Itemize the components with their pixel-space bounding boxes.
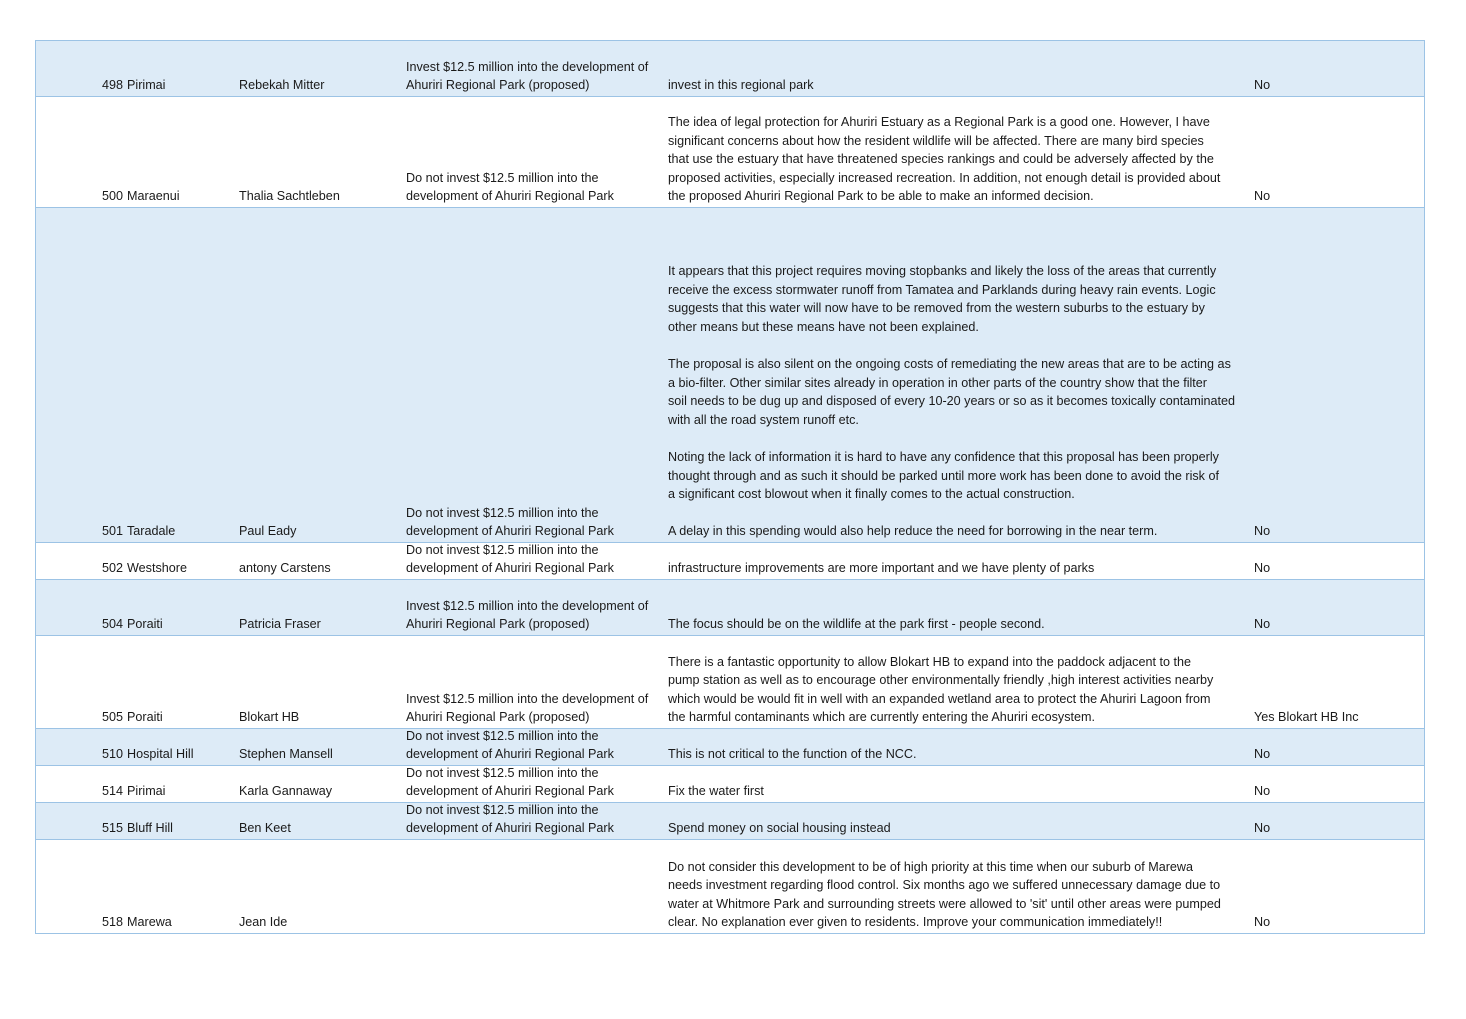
paragraph-gap [668, 336, 1253, 355]
comment-line: needs investment regarding flood control. Six months ago we suffered unnecessary damage due to [668, 878, 1221, 893]
submission-id: 514 [101, 784, 123, 799]
submitter-name: Karla Gannaway [239, 784, 333, 799]
suburb-cell: Hospital Hill [127, 747, 194, 762]
comment-line: Noting the lack of information it is hard to have any confidence that this proposal has been properly [668, 450, 1219, 465]
submitter-name: Thalia Sachtleben [239, 189, 340, 204]
submission-id: 504 [101, 617, 123, 632]
comment-line: suggests that this water will now have to be removed from the western suburbs to the estuary by [668, 301, 1205, 316]
suburb-cell: Marewa [127, 915, 172, 930]
submitter-name: Rebekah Mitter [239, 78, 325, 93]
comment-cell [668, 615, 1253, 634]
suburb-cell: Maraenui [127, 189, 180, 204]
table-row [36, 766, 1424, 803]
comment-line: The proposal is also silent on the ongoing costs of remediating the new areas that are to be acting as [668, 357, 1231, 372]
comment-cell [668, 653, 1253, 727]
comment-cell [668, 745, 1253, 764]
comment-cell [668, 262, 1253, 541]
comment-cell [668, 113, 1253, 206]
comment-line: A delay in this spending would also help reduce the need for borrowing in the near term. [668, 524, 1158, 539]
comment-line: other means but these means have not been explained. [668, 319, 979, 334]
submitter-name: Stephen Mansell [239, 747, 333, 762]
submitter-name: Patricia Fraser [239, 617, 321, 632]
suburb-cell: Poraiti [127, 710, 163, 725]
submission-id: 498 [101, 78, 123, 93]
option-cell [406, 727, 668, 764]
paragraph-gap [668, 429, 1253, 448]
suburb-cell: Westshore [127, 561, 187, 576]
table-row [36, 580, 1424, 636]
comment-line: The idea of legal protection for Ahuriri Estuary as a Regional Park is a good one. However, I have [668, 115, 1210, 130]
table-row [36, 636, 1424, 729]
option-cell [406, 58, 668, 95]
option-cell [406, 597, 668, 634]
table-row [36, 803, 1424, 840]
submitter-name: Paul Eady [239, 524, 297, 539]
option-line: Do not invest $12.5 million into the [406, 505, 599, 520]
comment-line: the proposed Ahuriri Regional Park to be able to make an informed decision. [668, 189, 1094, 204]
comment-line: This is not critical to the function of the NCC. [668, 747, 917, 762]
option-line: Invest $12.5 million into the development of [406, 59, 649, 74]
comment-line: the harmful contaminants which are currently entering the Ahuriri ecosystem. [668, 710, 1095, 725]
comment-line: It appears that this project requires moving stopbanks and likely the loss of the areas that currently [668, 264, 1217, 279]
option-line: development of Ahuriri Regional Park [406, 561, 614, 576]
hearing-response: No [1254, 617, 1271, 632]
submission-id: 515 [101, 821, 123, 836]
comment-line: water at Whitmore Park and surrounding streets were allowed to 'sit' until other areas were pumped [668, 896, 1221, 911]
hearing-response: No [1254, 189, 1271, 204]
comment-line: There is a fantastic opportunity to allow Blokart HB to expand into the paddock adjacent to the [668, 654, 1191, 669]
option-line: Do not invest $12.5 million into the [406, 170, 599, 185]
option-line: Ahuriri Regional Park (proposed) [406, 710, 590, 725]
suburb-cell: Pirimai [127, 78, 166, 93]
submission-id: 502 [101, 561, 123, 576]
comment-cell [668, 858, 1253, 932]
option-cell [406, 541, 668, 578]
comment-line: clear. No explanation ever given to residents. Improve your communication immediately!! [668, 915, 1163, 930]
comment-line: thought through and as such it should be parked until more work has been done to avoid the risk of [668, 468, 1219, 483]
comment-line: receive the excess stormwater runoff from Tamatea and Parklands during heavy rain events. Logic [668, 282, 1216, 297]
hearing-response: No [1254, 747, 1271, 762]
option-line: Do not invest $12.5 million into the [406, 542, 599, 557]
option-cell [406, 504, 668, 541]
comment-line: Fix the water first [668, 784, 764, 799]
option-line: development of Ahuriri Regional Park [406, 189, 614, 204]
comment-line: proposed activities, especially increased recreation. In addition, not enough detail is provided about [668, 170, 1221, 185]
submitter-name: Blokart HB [239, 710, 300, 725]
option-cell [406, 764, 668, 801]
hearing-response: Yes Blokart HB Inc [1254, 710, 1359, 725]
comment-cell [668, 76, 1253, 95]
table-row [36, 729, 1424, 766]
option-line: Do not invest $12.5 million into the [406, 802, 599, 817]
hearing-response: No [1254, 524, 1271, 539]
submissions-table [35, 40, 1425, 934]
comment-line: The focus should be on the wildlife at the park first - people second. [668, 617, 1045, 632]
submitter-name: Ben Keet [239, 821, 291, 836]
comment-line: a significant cost blowout when it finally comes to the actual construction. [668, 487, 1075, 502]
comment-line: a bio-filter. Other similar sites already in operation in other parts of the country show that the filter [668, 375, 1207, 390]
option-line: Ahuriri Regional Park (proposed) [406, 78, 590, 93]
submission-id: 500 [101, 189, 123, 204]
option-cell [406, 690, 668, 727]
comment-line: Do not consider this development to be of high priority at this time when our suburb of Marewa [668, 859, 1194, 874]
comment-line: significant concerns about how the resident wildlife will be affected. There are many bird species [668, 133, 1204, 148]
submission-id: 501 [101, 524, 123, 539]
comment-cell [668, 782, 1253, 801]
suburb-cell: Pirimai [127, 784, 166, 799]
suburb-cell: Taradale [127, 524, 176, 539]
comment-line: invest in this regional park [668, 78, 814, 93]
option-line: Invest $12.5 million into the development of [406, 598, 649, 613]
submitter-name: Jean Ide [239, 915, 288, 930]
option-line: development of Ahuriri Regional Park [406, 747, 614, 762]
table-row [36, 41, 1424, 97]
comment-line: which would be would fit in well with an expanded wetland area to protect the Ahuriri Lagoon from [668, 691, 1211, 706]
suburb-cell: Bluff Hill [127, 821, 173, 836]
comment-cell [668, 819, 1253, 838]
option-cell [406, 169, 668, 206]
comment-line: pump station as well as to encourage other environmentally friendly ,high interest activities nearby [668, 673, 1214, 688]
table-row [36, 97, 1424, 208]
suburb-cell: Poraiti [127, 617, 163, 632]
option-line: Invest $12.5 million into the development of [406, 691, 649, 706]
submission-id: 518 [101, 915, 123, 930]
option-cell [406, 801, 668, 838]
hearing-response: No [1254, 821, 1271, 836]
submitter-name: antony Carstens [239, 561, 331, 576]
option-line: Do not invest $12.5 million into the [406, 728, 599, 743]
option-line: development of Ahuriri Regional Park [406, 821, 614, 836]
option-line: Ahuriri Regional Park (proposed) [406, 617, 590, 632]
comment-line: Spend money on social housing instead [668, 821, 891, 836]
paragraph-gap [668, 504, 1253, 523]
table-row [36, 543, 1424, 580]
comment-line: infrastructure improvements are more important and we have plenty of parks [668, 561, 1095, 576]
submission-id: 505 [101, 710, 123, 725]
comment-cell [668, 559, 1253, 578]
hearing-response: No [1254, 561, 1271, 576]
option-line: development of Ahuriri Regional Park [406, 784, 614, 799]
comment-line: soil needs to be dug up and disposed of every 10-20 years or so as it becomes toxically contaminated [668, 394, 1236, 409]
hearing-response: No [1254, 784, 1271, 799]
table-row [36, 208, 1424, 543]
comment-line: with all the road system runoff etc. [668, 412, 859, 427]
hearing-response: No [1254, 78, 1271, 93]
table-row [36, 840, 1424, 933]
option-line: development of Ahuriri Regional Park [406, 524, 614, 539]
hearing-response: No [1254, 915, 1271, 930]
option-line: Do not invest $12.5 million into the [406, 765, 599, 780]
submission-id: 510 [101, 747, 123, 762]
comment-line: that use the estuary that have threatened species rankings and could be adversely affected by the [668, 152, 1214, 167]
